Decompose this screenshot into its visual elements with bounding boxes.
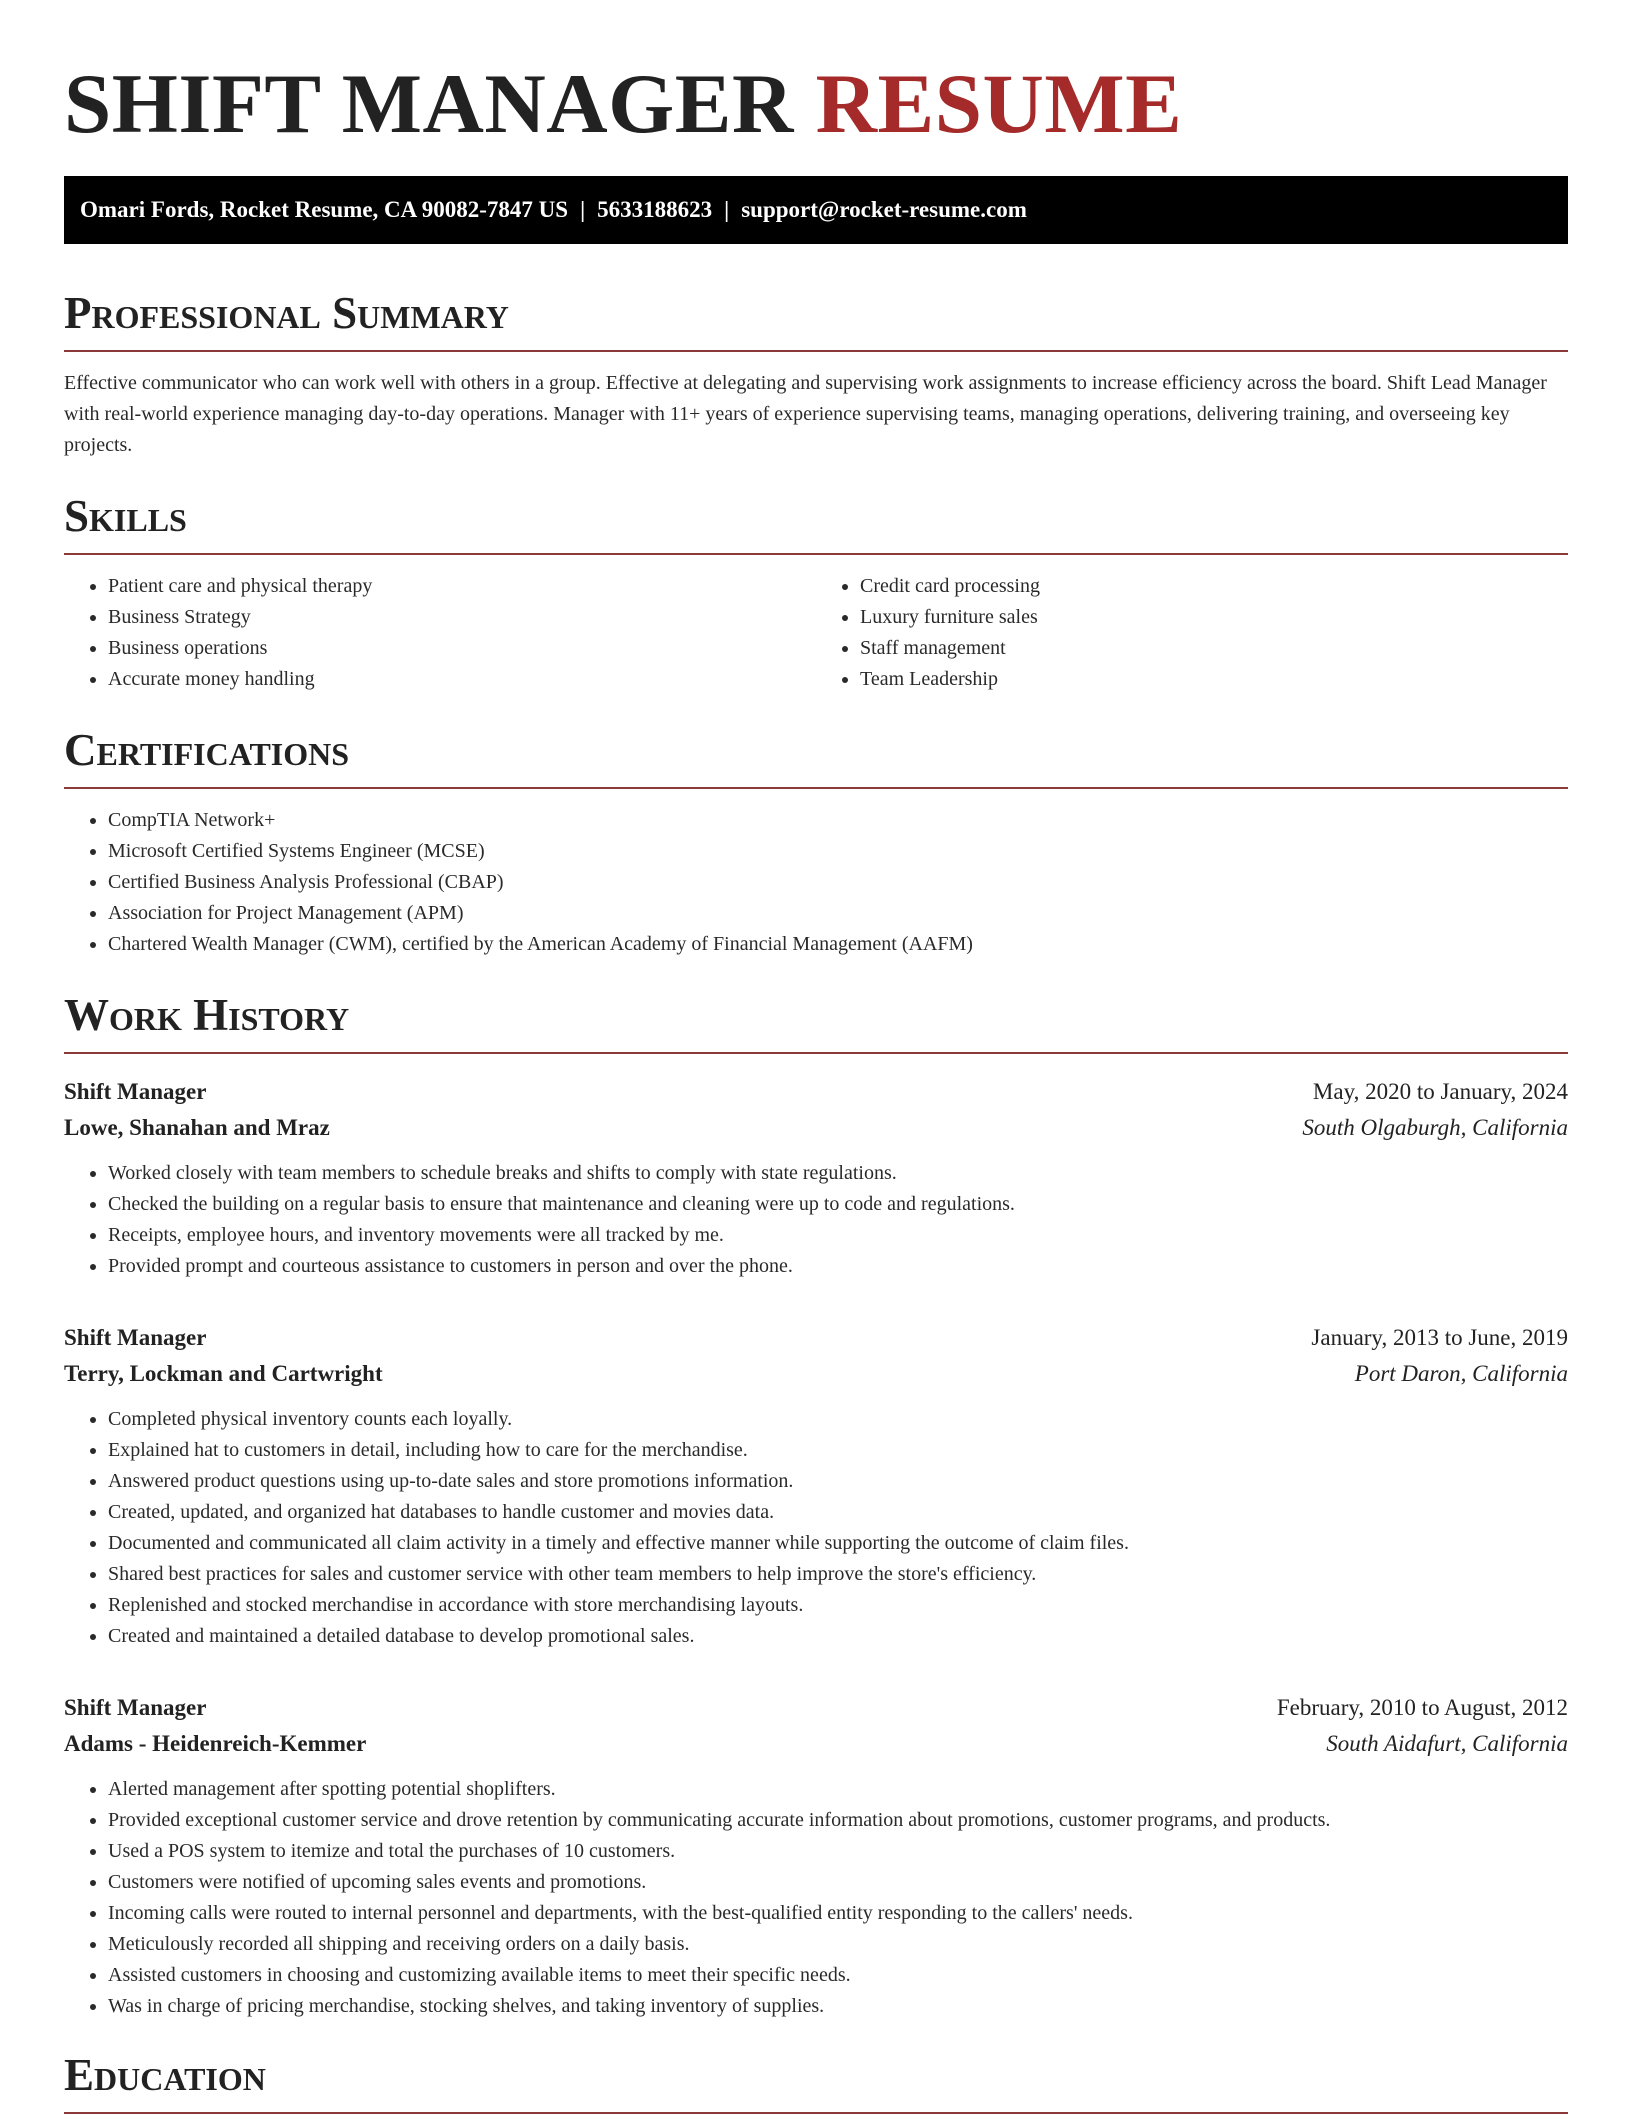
skill-item: • Credit card processing bbox=[860, 571, 1568, 602]
section-heading-summary: Professional Summary bbox=[64, 288, 1568, 352]
job-title: Shift Manager bbox=[64, 1325, 207, 1350]
job-duty-item: • Explained hat to customers in detail, including how to care for the merchandise. bbox=[108, 1435, 1568, 1466]
job-company-row bbox=[64, 1726, 1568, 1762]
job-company-row bbox=[64, 1356, 1568, 1392]
job-duty-item: • Incoming calls were routed to internal personnel and departments, with the best-qualified entity responding to the callers' needs. bbox=[108, 1898, 1568, 1929]
work-history-section bbox=[64, 990, 1568, 2022]
job-title-row bbox=[64, 1074, 1568, 1110]
certification-item: • Certified Business Analysis Professional (CBAP) bbox=[108, 867, 1568, 898]
job-duties-list bbox=[64, 1774, 1568, 2022]
job-list bbox=[64, 1074, 1568, 2022]
job-duty-item: • Replenished and stocked merchandise in accordance with store merchandising layouts. bbox=[108, 1590, 1568, 1621]
job-duty-item: • Completed physical inventory counts each loyally. bbox=[108, 1404, 1568, 1435]
job-dates: May, 2020 to January, 2024 bbox=[1312, 1079, 1568, 1104]
job-duties-list bbox=[64, 1158, 1568, 1282]
contact-separator: | bbox=[580, 197, 586, 222]
job-duty-item: • Provided exceptional customer service and drove retention by communicating accurate information about promotions, customer programs, and products. bbox=[108, 1805, 1568, 1836]
certification-item: • Chartered Wealth Manager (CWM), certified by the American Academy of Financial Management (AAFM) bbox=[108, 929, 1568, 960]
job-company: Terry, Lockman and Cartwright bbox=[64, 1361, 383, 1386]
job-duties-list bbox=[64, 1404, 1568, 1652]
professional-summary-section bbox=[64, 288, 1568, 461]
section-heading-skills: Skills bbox=[64, 491, 1568, 555]
job-duty-item: • Worked closely with team members to schedule breaks and shifts to comply with state regulations. bbox=[108, 1158, 1568, 1189]
job-location: South Olgaburgh, California bbox=[1302, 1115, 1568, 1140]
job-duty-item: • Alerted management after spotting potential shoplifters. bbox=[108, 1774, 1568, 1805]
job-duty-item: • Receipts, employee hours, and inventory movements were all tracked by me. bbox=[108, 1220, 1568, 1251]
job-duty-item: • Answered product questions using up-to-date sales and store promotions information. bbox=[108, 1466, 1568, 1497]
contact-bar bbox=[64, 176, 1568, 244]
title-accent: RESUME bbox=[815, 57, 1183, 151]
skills-list-left bbox=[64, 571, 816, 695]
job-dates: January, 2013 to June, 2019 bbox=[1311, 1325, 1568, 1350]
summary-text: Effective communicator who can work well with others in a group. Effective at delegating and supervising work assignments to increase efficiency across the board. Shift Lead Manager with real-world experience managing day-to-day operations. Manager with 11+ years of experience supervising teams, managing operations, delivering training, and overseeing key projects. bbox=[64, 372, 1547, 456]
job-duty-item: • Used a POS system to itemize and total the purchases of 10 customers. bbox=[108, 1836, 1568, 1867]
job-entry bbox=[64, 1320, 1568, 1652]
education-section bbox=[64, 2050, 1568, 2114]
contact-separator: | bbox=[724, 197, 730, 222]
skills-section bbox=[64, 491, 1568, 695]
title-main: SHIFT MANAGER bbox=[64, 57, 794, 151]
job-entry bbox=[64, 1690, 1568, 2022]
skills-list-right bbox=[816, 571, 1568, 695]
contact-phone: 5633188623 bbox=[597, 197, 713, 222]
job-duty-item: • Meticulously recorded all shipping and receiving orders on a daily basis. bbox=[108, 1929, 1568, 1960]
job-duty-item: • Shared best practices for sales and customer service with other team members to help improve the store's efficiency. bbox=[108, 1559, 1568, 1590]
skill-item: • Patient care and physical therapy bbox=[108, 571, 816, 602]
job-dates: February, 2010 to August, 2012 bbox=[1276, 1695, 1568, 1720]
skills-columns bbox=[64, 571, 1568, 695]
section-heading-work-history: Work History bbox=[64, 990, 1568, 1054]
job-title: Shift Manager bbox=[64, 1695, 207, 1720]
skill-item: • Business operations bbox=[108, 633, 816, 664]
job-duty-item: • Assisted customers in choosing and customizing available items to meet their specific needs. bbox=[108, 1960, 1568, 1991]
job-company-row bbox=[64, 1110, 1568, 1146]
section-heading-education: Education bbox=[64, 2050, 1568, 2114]
job-company: Lowe, Shanahan and Mraz bbox=[64, 1115, 330, 1140]
page-title bbox=[64, 0, 1568, 152]
certifications-list bbox=[64, 805, 1568, 960]
section-heading-certifications: Certifications bbox=[64, 725, 1568, 789]
job-company: Adams - Heidenreich-Kemmer bbox=[64, 1731, 367, 1756]
job-title-row bbox=[64, 1320, 1568, 1356]
job-location: Port Daron, California bbox=[1354, 1361, 1568, 1386]
job-entry bbox=[64, 1074, 1568, 1282]
job-title-row bbox=[64, 1690, 1568, 1726]
certification-item: • CompTIA Network+ bbox=[108, 805, 1568, 836]
job-duty-item: • Documented and communicated all claim activity in a timely and effective manner while supporting the outcome of claim files. bbox=[108, 1528, 1568, 1559]
certification-item: • Microsoft Certified Systems Engineer (MCSE) bbox=[108, 836, 1568, 867]
contact-address: Omari Fords, Rocket Resume, CA 90082-7847 US bbox=[80, 197, 569, 222]
job-duty-item: • Customers were notified of upcoming sales events and promotions. bbox=[108, 1867, 1568, 1898]
skill-item: • Accurate money handling bbox=[108, 664, 816, 695]
job-location: South Aidafurt, California bbox=[1326, 1731, 1568, 1756]
job-duty-item: • Created, updated, and organized hat databases to handle customer and movies data. bbox=[108, 1497, 1568, 1528]
skill-item: • Luxury furniture sales bbox=[860, 602, 1568, 633]
job-duty-item: • Provided prompt and courteous assistance to customers in person and over the phone. bbox=[108, 1251, 1568, 1282]
job-duty-item: • Checked the building on a regular basis to ensure that maintenance and cleaning were up to code and regulations. bbox=[108, 1189, 1568, 1220]
contact-email[interactable]: support@rocket-resume.com bbox=[741, 197, 1027, 222]
skill-item: • Staff management bbox=[860, 633, 1568, 664]
certifications-section bbox=[64, 725, 1568, 960]
skill-item: • Business Strategy bbox=[108, 602, 816, 633]
job-duty-item: • Created and maintained a detailed database to develop promotional sales. bbox=[108, 1621, 1568, 1652]
job-title: Shift Manager bbox=[64, 1079, 207, 1104]
certification-item: • Association for Project Management (APM) bbox=[108, 898, 1568, 929]
skill-item: • Team Leadership bbox=[860, 664, 1568, 695]
job-duty-item: • Was in charge of pricing merchandise, stocking shelves, and taking inventory of supplies. bbox=[108, 1991, 1568, 2022]
